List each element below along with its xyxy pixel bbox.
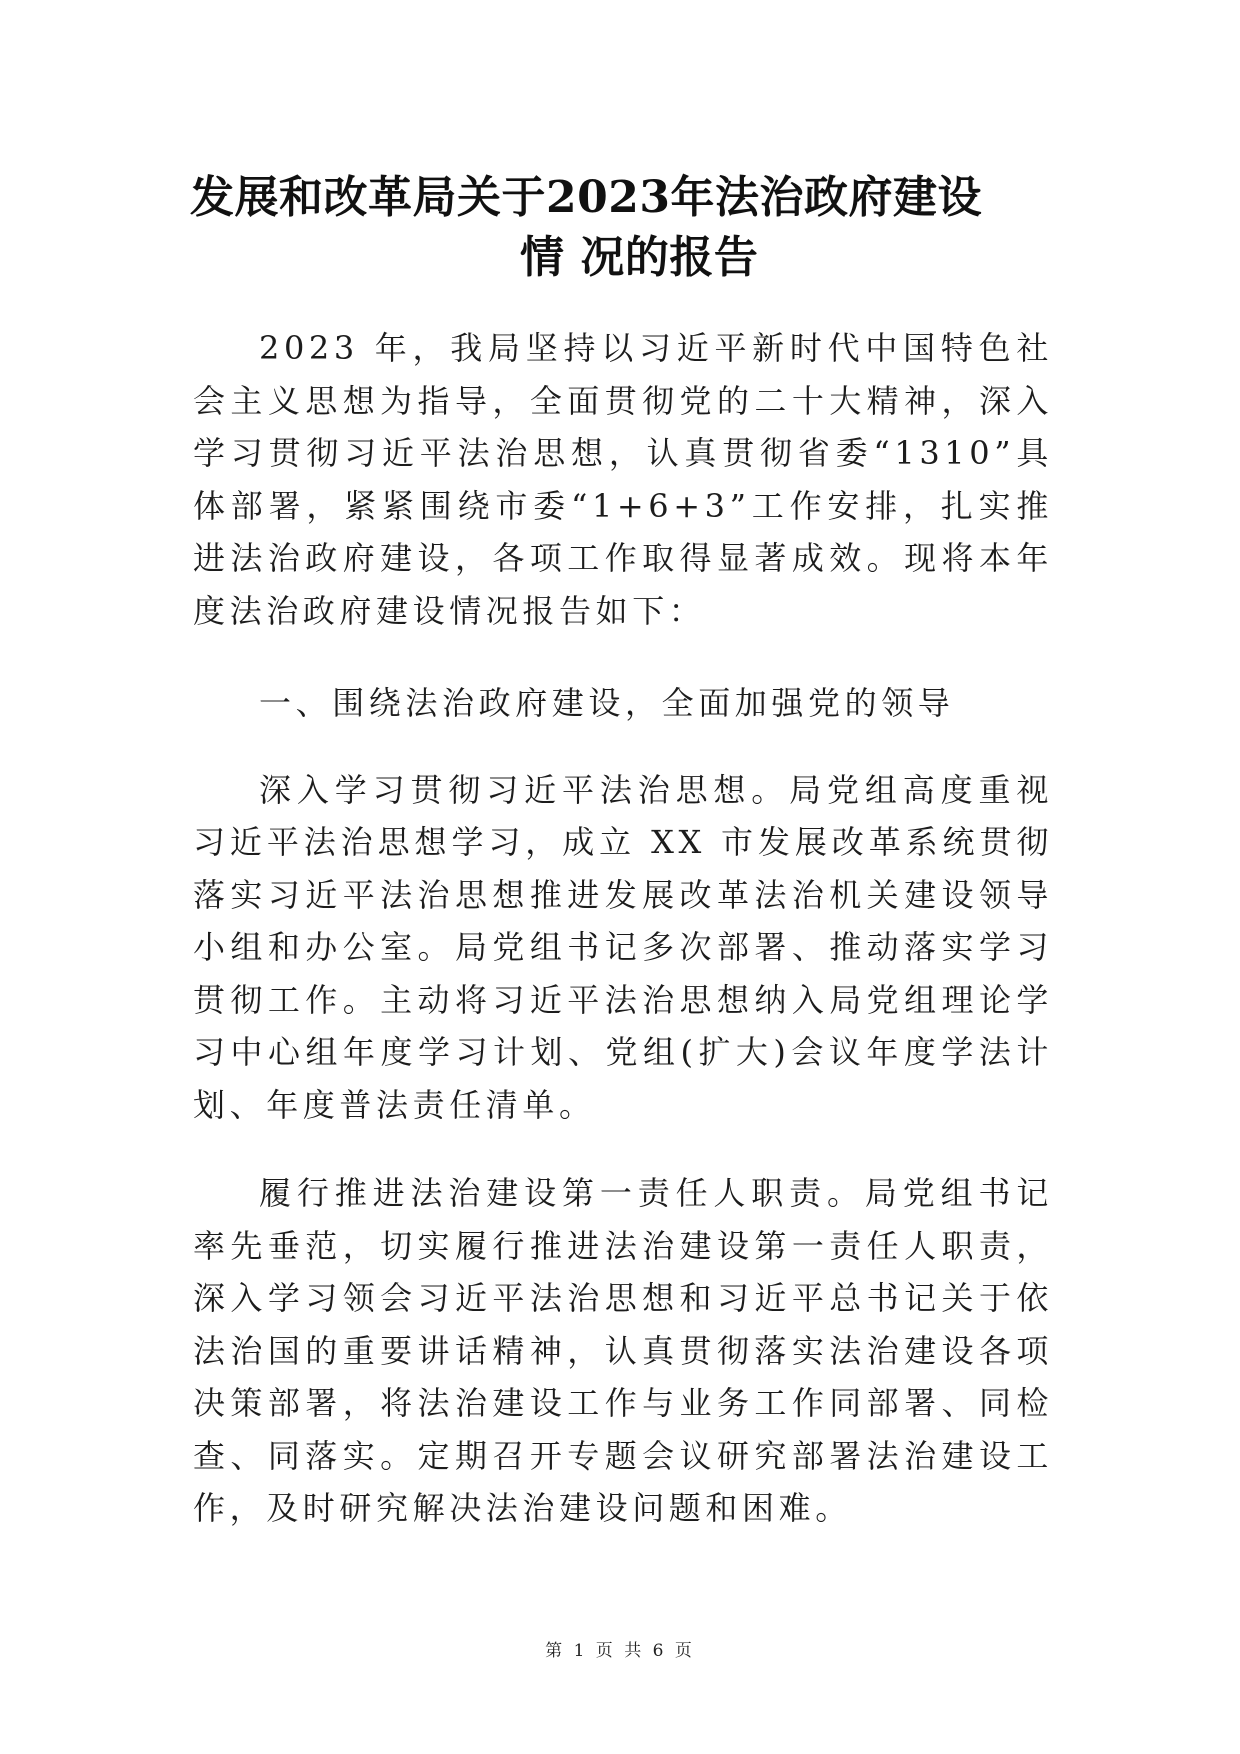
body-paragraph: 履行推进法治建设第一责任人职责。局党组书记率先垂范，切实履行推进法治建设第一责任人职责，深入学习领会习近平法治思想和习近平总书记关于依法治国的重要讲话精神，认真贯彻落实法治建设各项决策部署，将法治建设工作与业务工作同部署、同检查、同落实。定期召开专题会议研究部署法治建设工作，及时研究解决法治建设问题和困难。 <box>193 1174 1053 1527</box>
body-paragraph: 深入学习贯彻习近平法治思想。局党组高度重视习近平法治思想学习，成立 XX 市发展改革系统贯彻落实习近平法治思想推进发展改革法治机关建设领导小组和办公室。局党组书记多次部署、推动落实学习贯彻工作。主动将习近平法治思想纳入局党组理论学习中心组年度学习计划、党组(扩大)会议年度学法计划、年度普法责任清单。 <box>193 770 1053 1124</box>
title-line-1: 发展和改革局关于2023年法治政府建设 <box>190 172 982 223</box>
document-body <box>193 322 1053 1535</box>
title-line-2: 情 况的报告 <box>520 232 759 283</box>
intro-paragraph: 2023 年，我局坚持以习近平新时代中国特色社会主义思想为指导，全面贯彻党的二十大精神，深入学习贯彻习近平法治思想，认真贯彻省委“1310”具体部署，紧紧围绕市委“1+6+3”工作安排，扎实推进法治政府建设，各项工作取得显著成效。现将本年度法治政府建设情况报告如下： <box>193 329 1053 630</box>
page-number-footer: 第 1 页 共 6 页 <box>545 1641 695 1661</box>
document-title <box>190 168 1050 288</box>
section-heading: 一、围绕法治政府建设，全面加强党的领导 <box>259 684 955 722</box>
